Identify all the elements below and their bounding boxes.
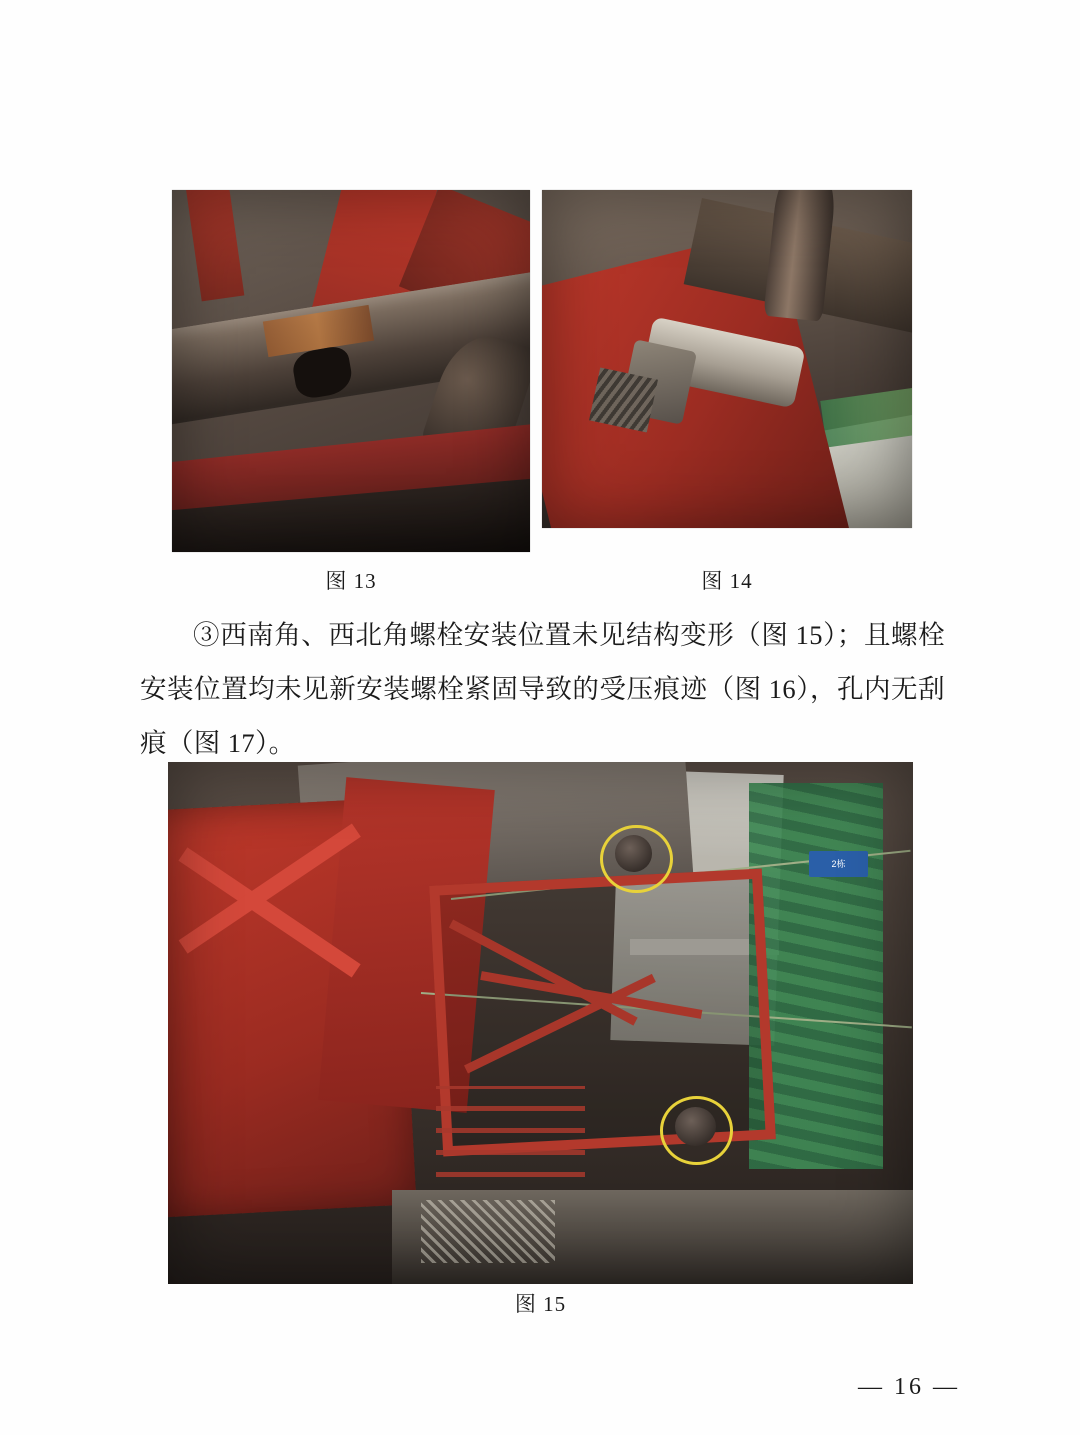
figure-captions-13-14 (172, 565, 912, 595)
site-sign-label: 2栋 (809, 851, 869, 877)
figure-15-image (168, 762, 913, 1284)
page-number: — 16 — (858, 1374, 960, 1400)
figure-13-image (172, 190, 530, 552)
figure-15-caption: 图 15 (514, 1292, 567, 1316)
annotation-circle-bottom (660, 1096, 733, 1165)
body-paragraph-block (140, 608, 945, 770)
figure-14-image (542, 190, 912, 528)
figure-13-caption: 图 13 (325, 569, 377, 593)
body-paragraph: ③西南角、西北角螺栓安装位置未见结构变形（图 15）；且螺栓安装位置均未见新安装螺栓紧固导致的受压痕迹（图 16），孔内无刮痕（图 17）。 (140, 620, 945, 758)
annotation-circle-top (600, 825, 673, 894)
figure-14-caption: 图 14 (701, 569, 753, 593)
figure-row-13-14 (172, 190, 912, 550)
